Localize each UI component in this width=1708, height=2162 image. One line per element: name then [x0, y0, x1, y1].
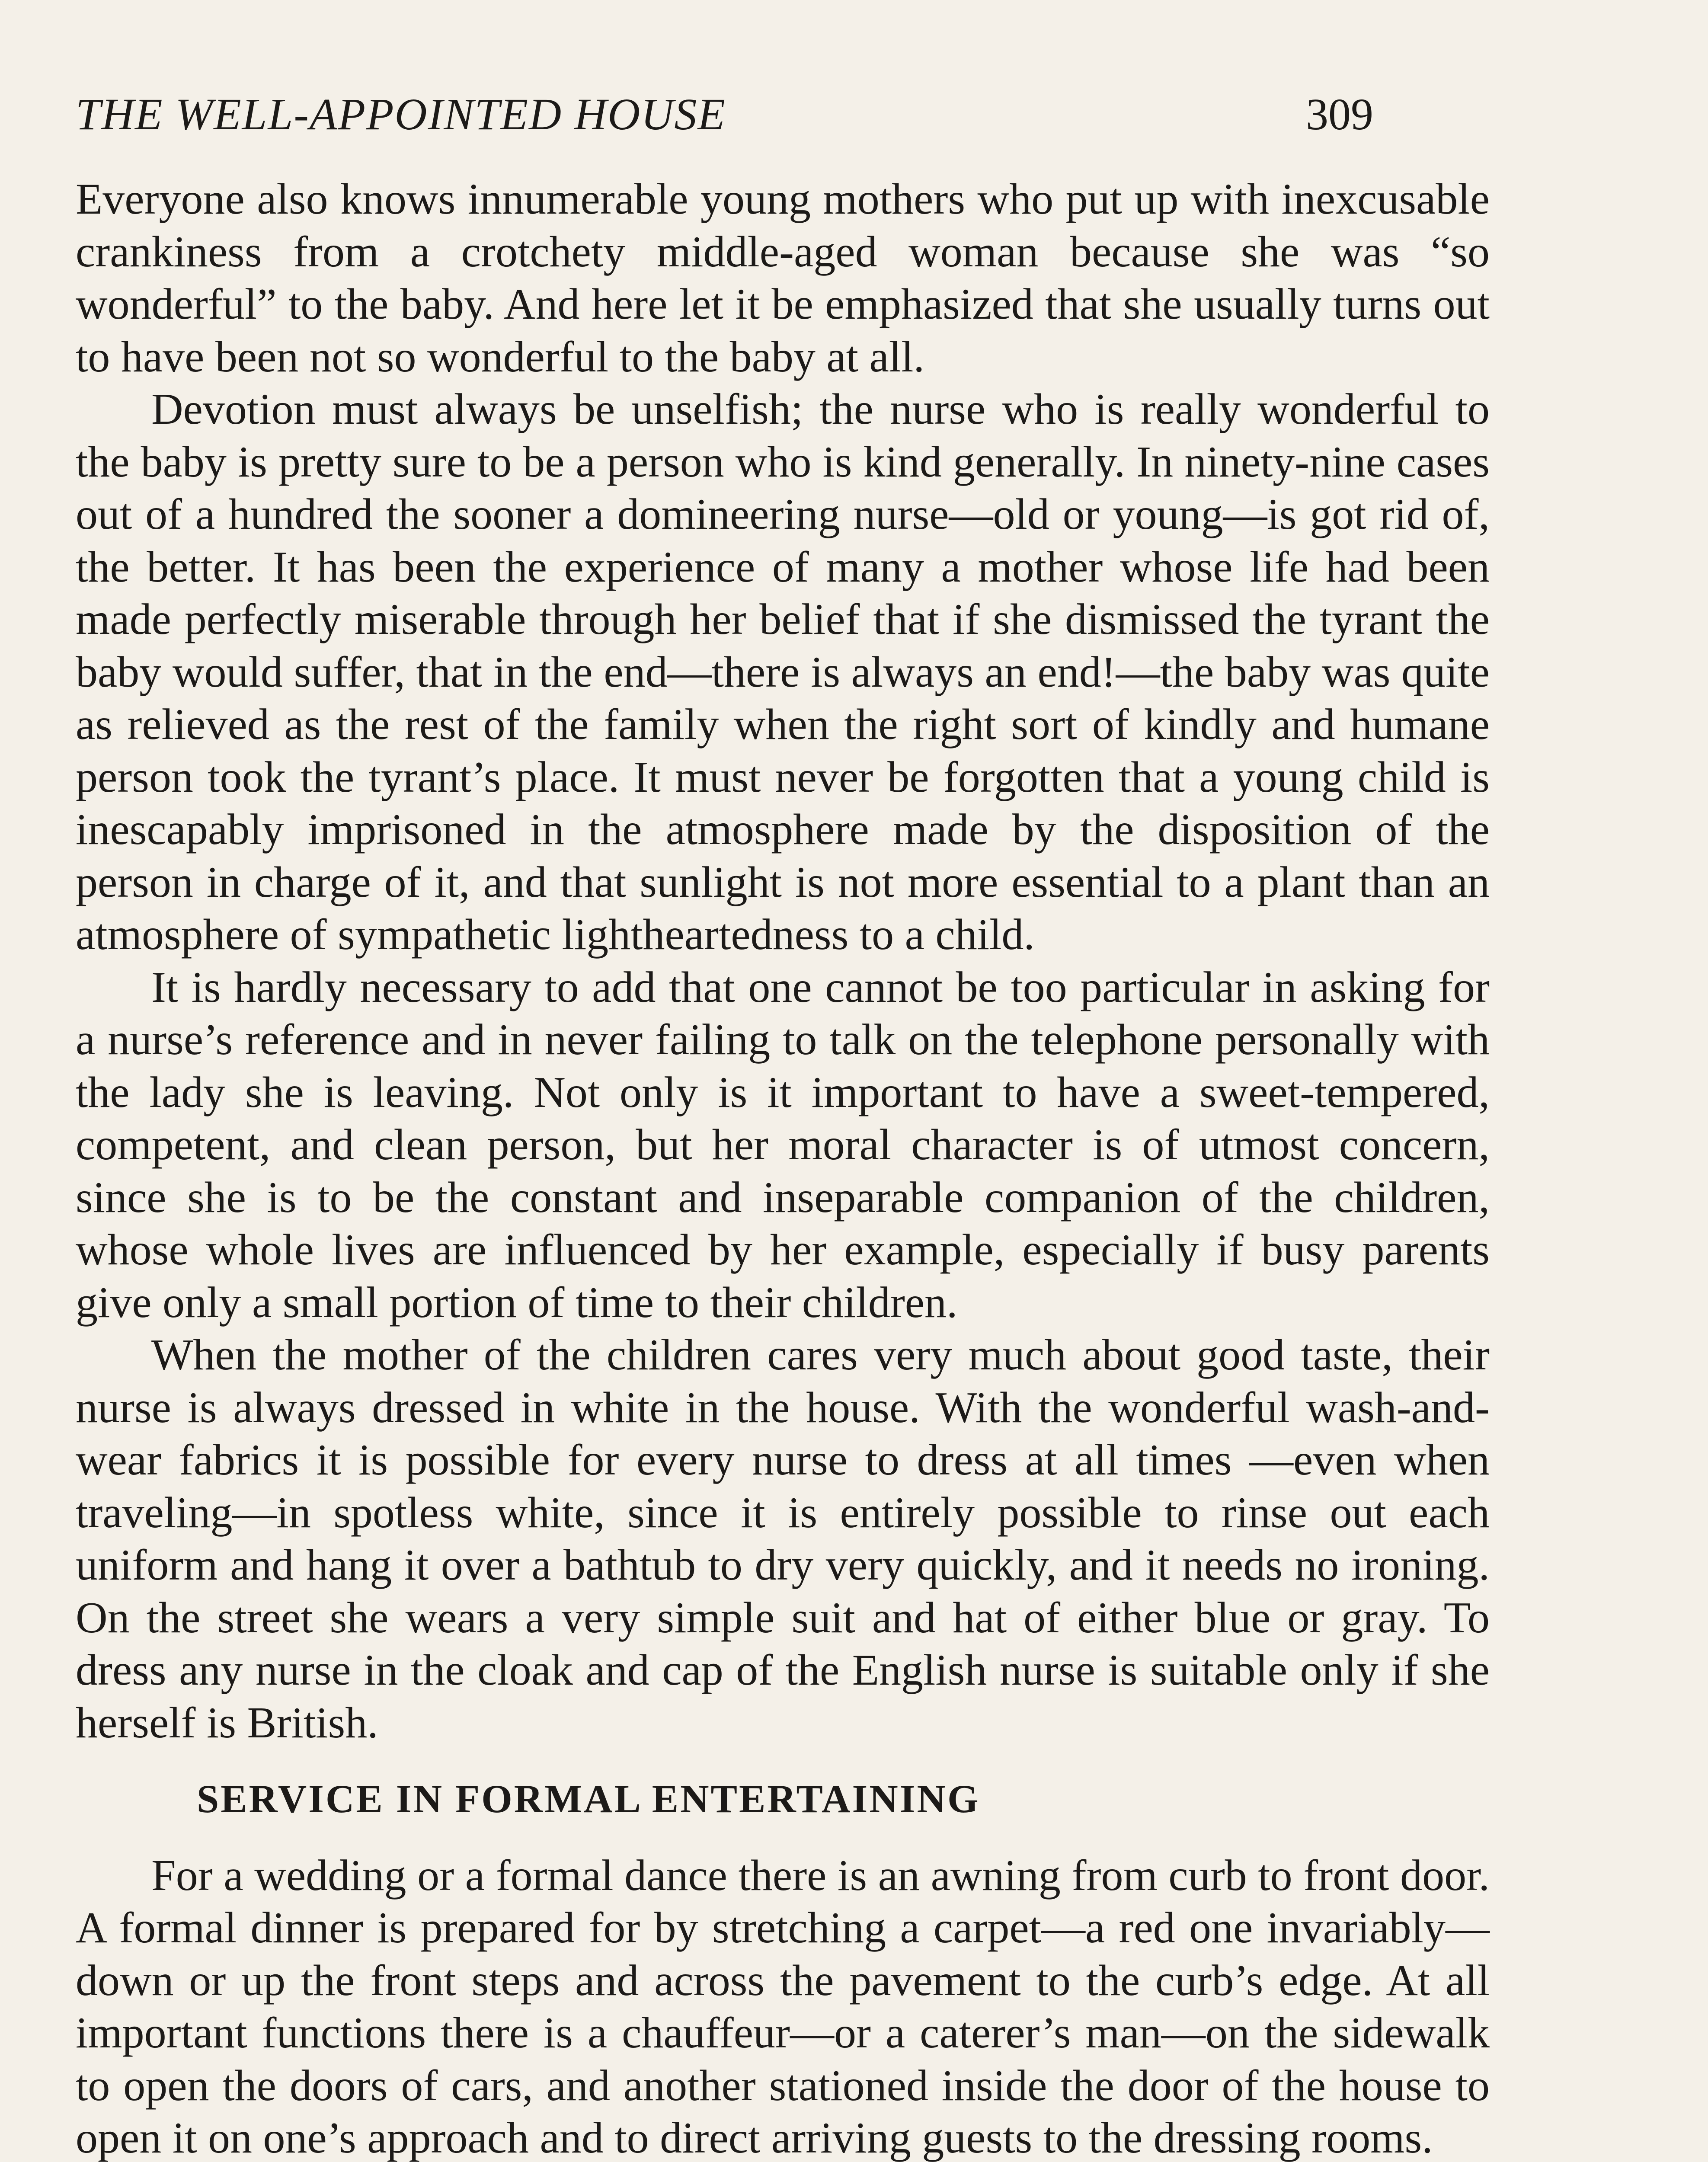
paragraph-formal-entertaining: For a wedding or a formal dance there is an awning from curb to front door. A formal dinner is prepared for by stretching a carpet—a red one invariably—down or up the front steps and across the pavement to the curb’s edge. At all important functions there is a chauffeur—or a caterer’s man—on the sidewalk to open the doors of cars, and another stationed inside the door of the house to open it on one’s approach and to direct arriving guests to the dressing rooms. [76, 1851, 1490, 2162]
page-number: 309 [1306, 90, 1373, 139]
running-head-title: THE WELL-APPOINTED HOUSE [76, 90, 726, 139]
paragraph-devotion: Devotion must always be unselfish; the nurse who is really wonderful to the baby is pretty sure to be a person who is kind generally. In ninety-nine cases out of a hundred the sooner a domineering nurse—old or young—is got rid of, the better. It has been the experience of many a mother whose life had been made perfectly miserable through her belief that if she dismissed the tyrant the baby would suffer, that in the end—there is always an end!—the baby was quite as relieved as the rest of the family when the right sort of kindly and humane person took the tyrant’s place. It must never be forgotten that a young child is inescapably imprisoned in the atmosphere made by the disposition of the person in charge of it, and that sunlight is not more essential to a plant than an atmosphere of sympathetic lightheartedness to a child. [76, 385, 1490, 959]
paragraph-nurse-dress: When the mother of the children cares very much about good taste, their nurse is always dressed in white in the house. With the wonderful wash-and-wear fabrics it is possible for every nurse to dress at all times —even when traveling—in spotless white, since it is entirely possible to rinse out each uniform and hang it over a bathtub to dry very quickly, and it needs no ironing. On the street she wears a very simple suit and hat of either blue or gray. To dress any nurse in the cloak and cap of the English nurse is suitable only if she herself is British. [76, 1330, 1490, 1747]
paragraph-continued: Everyone also knows innumerable young mothers who put up with inexcusable crankiness from a crotchety middle-aged woman because she was “so wonderful” to the baby. And here let it be emphasized that she usually turns out to have been not so wonderful to the baby at all. [76, 175, 1490, 381]
body-text [76, 173, 1490, 2162]
paragraph-reference: It is hardly necessary to add that one cannot be too particular in asking for a nurse’s reference and in never failing to talk on the telephone personally with the lady she is leaving. Not only is it important to have a sweet-tempered, competent, and clean person, but her moral character is of utmost concern, since she is to be the constant and inseparable companion of the children, whose whole lives are influenced by her example, especially if busy parents give only a small portion of time to their children. [76, 963, 1490, 1327]
section-heading-formal-entertaining: SERVICE IN FORMAL ENTERTAINING [197, 1777, 980, 1821]
